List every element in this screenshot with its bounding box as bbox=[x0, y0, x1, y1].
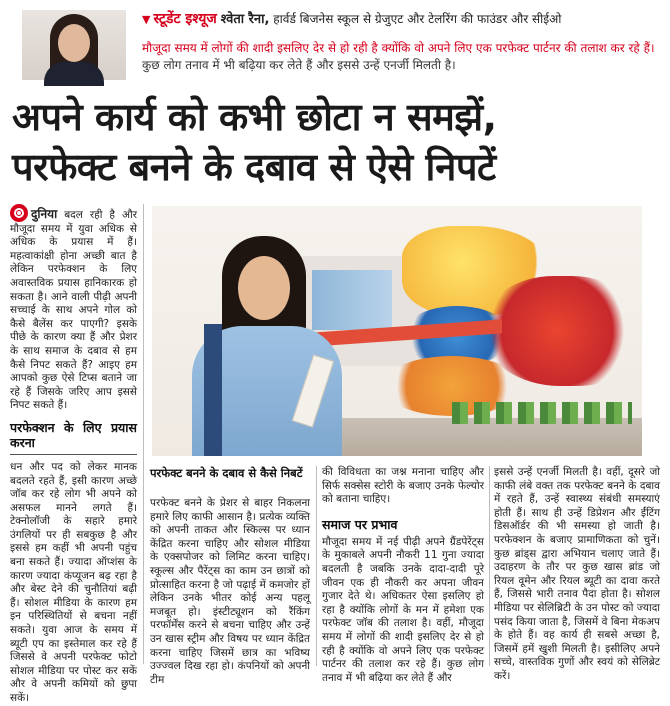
subhead-how-to-cope: परफेक्ट बनने के दबाव से कैसे निबटें bbox=[150, 466, 303, 480]
author-body bbox=[44, 62, 104, 86]
column-3-body-2: मौजूदा समय में नई पीढ़ी अपने ग्रैंडपेरेंट्स के मुकाबले अपनी नौकरी 11 गुना ज्यादा बदलती है जबकि उनके दादा-दादी पूरे जीवन एक ही नौकरी कर अपना जीवन गुजार देते थे। अधिकतर ऐसा इसलिए हो रहा है क्योंकि लोगों के मन में हमेशा एक परफेक्ट जॉब की तलाश है। वहीं, मौजूदा समय में लोगों की शादी इसलिए देर से हो रही है क्योंकि वो अपने लिए एक परफेक्ट पार्टनर की तलाश कर रहे हैं। कुछ लोग तनाव में भी बढ़िया कर लेते हैं और bbox=[322, 535, 484, 684]
photo-window bbox=[312, 270, 392, 330]
author-description: हार्वर्ड बिजनेस स्कूल से ग्रेजुएट और टेलरिंग की फाउंडर और सीईओ bbox=[273, 12, 562, 26]
column-4: इससे उन्हें एनर्जी मिलती है। वहीं, दूसरे जो काफी लंबे वक्त तक परफेक्ट बनने के दबाव में रहते हैं, उन्हें स्वास्थ्य संबंधी समस्याएं होती हैं। साथ ही उन्हें डिप्रेशन और ईंटिंग डिसऑर्डर की भी समस्या हो जाती है। परफेक्शन के बजाए प्रामाणिकता को चुनें। कुछ ब्रांड्स द्वारा अभियान चलाए जाते हैं। उदाहरण के तौर पर कुछ खास ब्रांड जो रियल वूमेन और रियल ब्यूटी का दावा करते हैं, जिससे भारी तनाव पैदा होता है। सोशल मीडिया पर सेलिब्रिटी के उन पोस्ट को ज्यादा पसंद किया जाता है, जिसमें वे बिना मेकअप के होते हैं। वह कार्य ही सबसे अच्छा है, जिसमें हमें खुशी मिलती है। इसीलिए अपने सच्चे, वास्तविक गुणों और स्वयं को सेलिब्रेट करें। bbox=[494, 466, 660, 682]
intro-paragraph-text: बदल रही है और मौजूदा समय में युवा अधिक से अधिक के प्रयास में हैं। महत्वाकांक्षी होना अच्छी बात है लेकिन परफेक्शन के लिए अवास्तविक प्रयास हानिकारक हो सकता है। आने वाली पीढ़ी अपनी सच्चाई के साथ अपने गोल को कैसे बैलेंस कर पाएगी? इसके पीछे के कारण क्या हैं और प्रेशर के साथ समाज के दबाव से हम कैसे निपट सकते हैं? आइए हम आपको कुछ ऐसे टिप्स बताने जा रहे हैं जिसके जरिए आप इससे निपट सकते हैं। bbox=[10, 209, 137, 412]
intro-highlight: मौजूदा समय में लोगों की शादी इसलिए देर से हो रही है क्योंकि वो अपने लिए एक परफेक्ट पार्टनर की तलाश कर रहे हैं। bbox=[142, 41, 655, 55]
subhead-perfection: परफेक्शन के लिए प्रयास करना bbox=[10, 419, 137, 450]
divider bbox=[10, 454, 137, 455]
headline-line-2: परफेक्ट बनने के दबाव से ऐसे निपटें bbox=[12, 145, 496, 189]
author-face bbox=[58, 24, 90, 62]
column-3-body-1: की विविधता का जश्न मनाना चाहिए और सिर्फ सक्सेस स्टोरी के बजाए उनके फेल्योर को बताना चाहिए। bbox=[322, 466, 484, 506]
author-photo bbox=[22, 10, 126, 80]
lead-word: दुनिया bbox=[31, 207, 58, 221]
column-divider bbox=[316, 466, 317, 666]
headline-line-1: अपने कार्य को कभी छोटा न समझें, bbox=[12, 95, 497, 139]
column-1 bbox=[10, 204, 137, 706]
photo-backpack-strap bbox=[204, 324, 222, 456]
triangle-down-icon: ▼ bbox=[142, 13, 151, 26]
intro-paragraph bbox=[10, 204, 137, 413]
intro-rest: कुछ लोग तनाव में भी बढ़िया कर लेते हैं और इससे उन्हें एनर्जी मिलती है। bbox=[142, 58, 456, 72]
intro-text bbox=[142, 40, 662, 74]
photo-trees bbox=[452, 402, 632, 424]
article-photo bbox=[152, 206, 642, 456]
column-3 bbox=[322, 466, 484, 685]
column-divider bbox=[143, 204, 144, 664]
column-divider bbox=[489, 466, 490, 666]
column-2: परफेक्ट बनने के प्रेशर से बाहर निकलना हमारे लिए काफी आसान है। प्रत्येक व्यक्ति को अपनी ताकत और स्किल्स पर ध्यान केंद्रित करना चाहिए और सोशल मीडिया के एक्सपोजर को लिमिट करना चाहिए। स्कूल्स और पैरेंट्स का काम उन छात्रों को प्रोत्साहित करना है जो पढ़ाई में कमजोर हों लेकिन उनके भीतर कोई अन्य पहलू मजबूत हो। इंस्टीट्यूशन को रैंकिंग परफॉर्मेंस करने से बचना चाहिए और उन्हें उन खास स्ट्रीम और विषय पर ध्यान केंद्रित करना चाहिए जिसमें छात्र का भविष्य उज्ज्वल दिख रहा हो। कंपनियों को अपनी टीम bbox=[150, 497, 310, 686]
photo-student-face bbox=[238, 256, 290, 320]
article-header bbox=[0, 0, 670, 86]
subhead-society-impact: समाज पर प्रभाव bbox=[322, 516, 398, 532]
column-name: स्टूडेंट इश्यूज bbox=[153, 11, 217, 27]
byline bbox=[142, 10, 662, 29]
headline bbox=[12, 92, 662, 192]
author-name: श्वेता रैना, bbox=[220, 12, 270, 27]
target-icon bbox=[10, 204, 28, 222]
body-paragraph: धन और पद को लेकर मानक बदलते रहते हैं, इसी कारण अच्छे जॉब कर रहे लोग भी अपने को असफल मानने लगते हैं। टेक्नोलॉजी के सहारे हमारे उंगलियों पर ही सबकुछ है और इससे हम कहीं भी अपनी पहुंच बना सकते हैं। ज्यादा ऑप्शंस के कारण ज्यादा कंप्यूजन बढ़ रहा है और बेस्ट देने की चुनौतियां बढ़ी हैं। सोशल मीडिया के कारण हम इन परिस्थितियों से बचना नहीं सकते। युवा आज के समय में ब्यूटी एप का इस्तेमाल कर रहे हैं जिससे वे अपनी परफेक्ट फोटो सोशल मीडिया पर पोस्ट कर सकें और वे अपनी कमियों को छुपा सकें। bbox=[10, 460, 137, 704]
